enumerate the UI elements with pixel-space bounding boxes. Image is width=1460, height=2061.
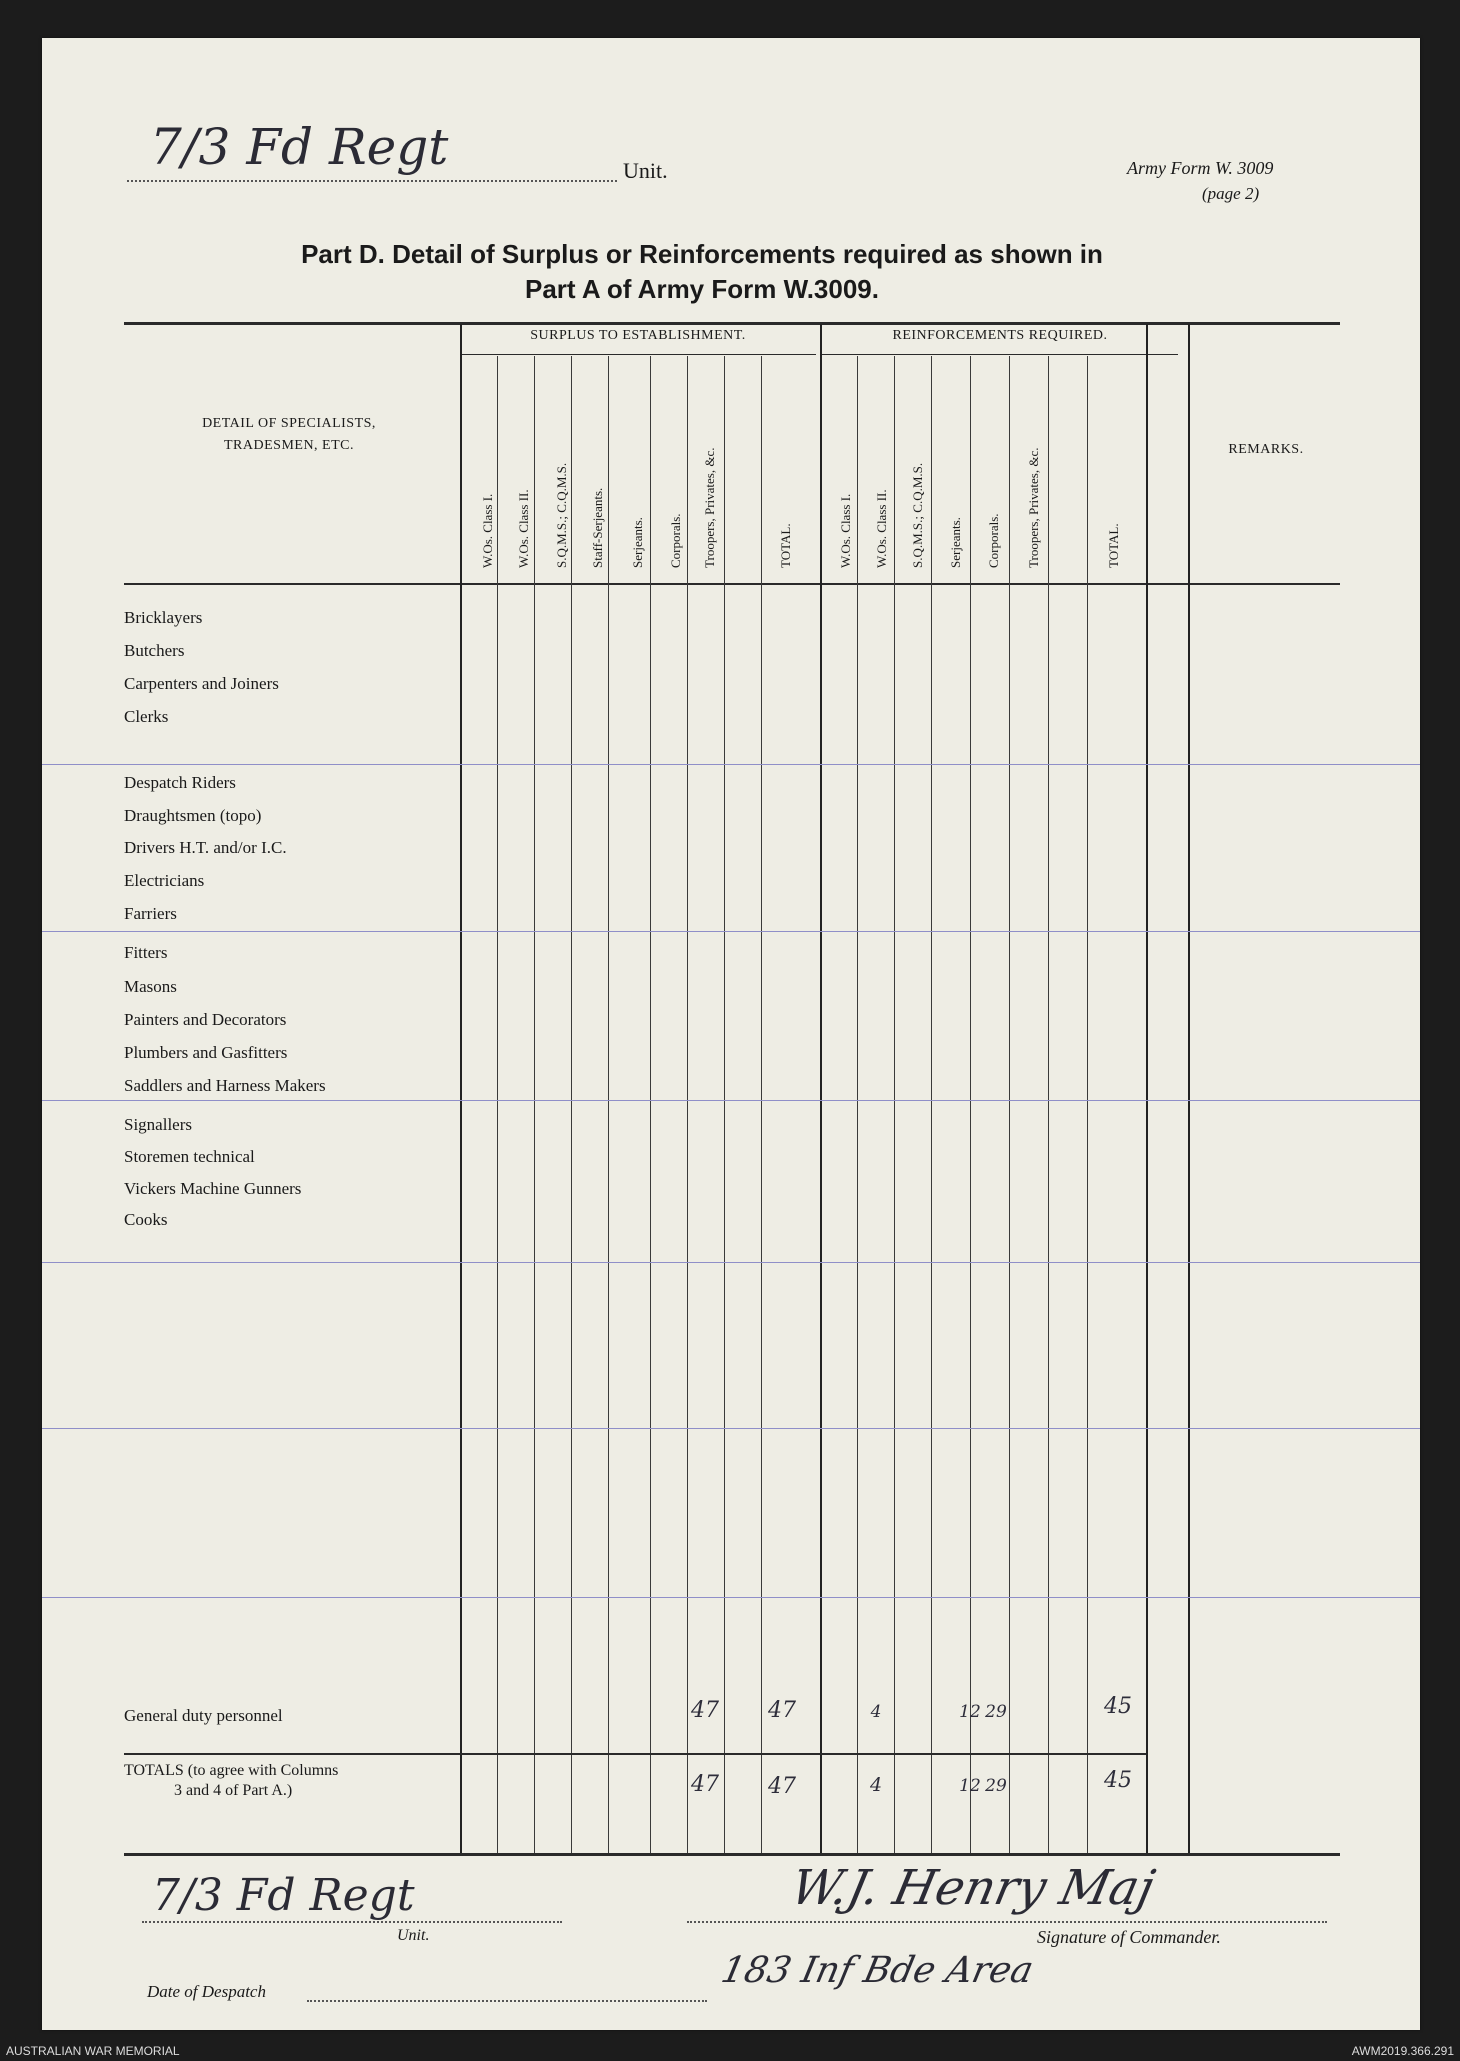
totals-label-line1: TOTALS (to agree with Columns <box>124 1762 339 1779</box>
col-line <box>1048 356 1049 1854</box>
col-line <box>724 356 725 1854</box>
signature-handwritten: W.J. Henry Maj <box>786 1860 1160 1916</box>
blue-rule <box>42 1100 1420 1101</box>
row-label: Masons <box>124 977 177 996</box>
table-top-rule <box>124 322 1340 325</box>
col-line <box>761 356 762 1854</box>
col-surplus-troopers: Troopers, Privates, &c. <box>702 447 717 568</box>
col-line <box>460 324 462 1854</box>
general-duty-surplus-total: 47 <box>768 1698 796 1723</box>
col-line <box>820 324 822 1854</box>
form-page: (page 2) <box>1202 184 1260 203</box>
row-label: Storemen technical <box>124 1147 255 1166</box>
totals-reinf-wo2: 4 <box>869 1774 883 1796</box>
archive-caption-left: AUSTRALIAN WAR MEMORIAL <box>6 2044 180 2058</box>
col-line <box>1146 324 1148 1854</box>
form-title-line1: Part D. Detail of Surplus or Reinforcements required as shown in <box>301 239 1103 269</box>
row-label: Electricians <box>124 871 205 890</box>
col-line <box>608 356 609 1854</box>
row-label: Cooks <box>124 1210 168 1229</box>
col-surplus-wo2: W.Os. Class II. <box>516 489 531 568</box>
row-label: Bricklayers <box>124 608 203 627</box>
totals-label-line2: 3 and 4 of Part A.) <box>174 1782 293 1799</box>
row-label: Drivers H.T. and/or I.C. <box>124 838 287 857</box>
col-line <box>931 356 932 1854</box>
totals-reinf-total: 45 <box>1104 1768 1132 1793</box>
reinforcements-header: REINFORCEMENTS REQUIRED. <box>892 328 1108 343</box>
col-reinf-wo1: W.Os. Class I. <box>838 493 853 568</box>
col-reinf-sqms: S.Q.M.S.; C.Q.M.S. <box>910 462 925 568</box>
col-line <box>857 356 858 1854</box>
surplus-header: SURPLUS TO ESTABLISHMENT. <box>530 328 746 343</box>
general-duty-reinf-wo2: 4 <box>870 1702 882 1722</box>
col-surplus-wo1: W.Os. Class I. <box>480 493 495 568</box>
general-duty-reinf-corporals: 29 <box>985 1702 1007 1722</box>
form-title-line2: Part A of Army Form W.3009. <box>525 274 879 304</box>
blue-rule <box>42 1597 1420 1598</box>
row-label: Despatch Riders <box>124 773 236 792</box>
totals-reinf-serjeants: 12 <box>959 1776 981 1796</box>
col-line <box>534 356 535 1854</box>
col-line <box>1009 356 1010 1854</box>
detail-header-line1: DETAIL OF SPECIALISTS, <box>202 416 376 431</box>
general-duty-surplus-troopers: 47 <box>691 1698 719 1723</box>
blue-rule <box>42 931 1420 932</box>
row-label: Farriers <box>124 904 177 923</box>
col-reinf-wo2: W.Os. Class II. <box>874 489 889 568</box>
col-reinf-corporals: Corporals. <box>986 513 1001 568</box>
form-page <box>42 38 1420 2030</box>
col-line <box>650 356 651 1854</box>
totals-reinf-corporals: 29 <box>985 1776 1007 1796</box>
blue-rule <box>42 1262 1420 1263</box>
col-line <box>497 356 498 1854</box>
date-handwritten: 183 Inf Bde Area <box>717 1950 1037 1991</box>
col-line <box>894 356 895 1854</box>
footer-unit-handwritten: 7/3 Fd Regt <box>152 1870 415 1921</box>
row-label: Saddlers and Harness Makers <box>124 1076 326 1095</box>
col-surplus-total: TOTAL. <box>778 523 793 568</box>
signature-line <box>687 1921 1327 1923</box>
blue-rule <box>42 764 1420 765</box>
general-duty-reinf-serjeants: 12 <box>959 1702 981 1722</box>
col-line <box>1087 356 1088 1854</box>
date-label: Date of Despatch <box>147 1982 266 2001</box>
archive-caption-right: AWM2019.366.291 <box>1351 2044 1454 2058</box>
surplus-header-rule <box>460 354 816 355</box>
row-label: Vickers Machine Gunners <box>124 1179 302 1198</box>
blue-rule <box>42 1428 1420 1429</box>
col-line <box>970 356 971 1854</box>
row-label: Painters and Decorators <box>124 1010 287 1029</box>
signature-label: Signature of Commander. <box>1037 1927 1221 1947</box>
col-reinf-troopers: Troopers, Privates, &c. <box>1026 447 1041 568</box>
totals-surplus-troopers: 47 <box>691 1772 719 1797</box>
col-surplus-serjeants: Serjeants. <box>630 517 645 568</box>
remarks-header: REMARKS. <box>1228 442 1304 457</box>
detail-header-line2: TRADESMEN, ETC. <box>224 438 354 453</box>
row-label: Clerks <box>124 707 169 726</box>
general-duty-label: General duty personnel <box>124 1706 283 1725</box>
date-line <box>307 2000 707 2002</box>
footer-unit-line <box>142 1921 562 1923</box>
row-label: Signallers <box>124 1115 192 1134</box>
col-line <box>687 356 688 1854</box>
form-name: Army Form W. 3009 <box>1127 158 1274 178</box>
unit-label: Unit. <box>623 158 668 183</box>
col-reinf-total: TOTAL. <box>1106 523 1121 568</box>
row-label: Fitters <box>124 943 168 962</box>
footer-unit-label: Unit. <box>397 1927 430 1944</box>
col-line <box>571 356 572 1854</box>
unit-dotted-line <box>127 180 617 182</box>
totals-surplus-total: 47 <box>768 1774 796 1799</box>
row-label: Carpenters and Joiners <box>124 674 279 693</box>
table-bottom-rule <box>124 1853 1340 1856</box>
col-surplus-corporals: Corporals. <box>668 513 683 568</box>
row-label: Plumbers and Gasfitters <box>124 1043 288 1062</box>
reinforcements-header-rule <box>822 354 1178 355</box>
totals-top-rule <box>124 1753 1146 1755</box>
unit-handwritten: 7/3 Fd Regt <box>150 118 449 176</box>
row-label: Butchers <box>124 641 185 660</box>
header-bottom-rule <box>124 583 1340 585</box>
col-reinf-serjeants: Serjeants. <box>948 517 963 568</box>
col-line <box>1188 324 1190 1854</box>
general-duty-reinf-total: 45 <box>1104 1694 1132 1719</box>
col-surplus-sqms: S.Q.M.S.; C.Q.M.S. <box>554 462 569 568</box>
col-surplus-staff-serjeants: Staff-Serjeants. <box>590 487 605 568</box>
row-label: Draughtsmen (topo) <box>124 806 262 825</box>
